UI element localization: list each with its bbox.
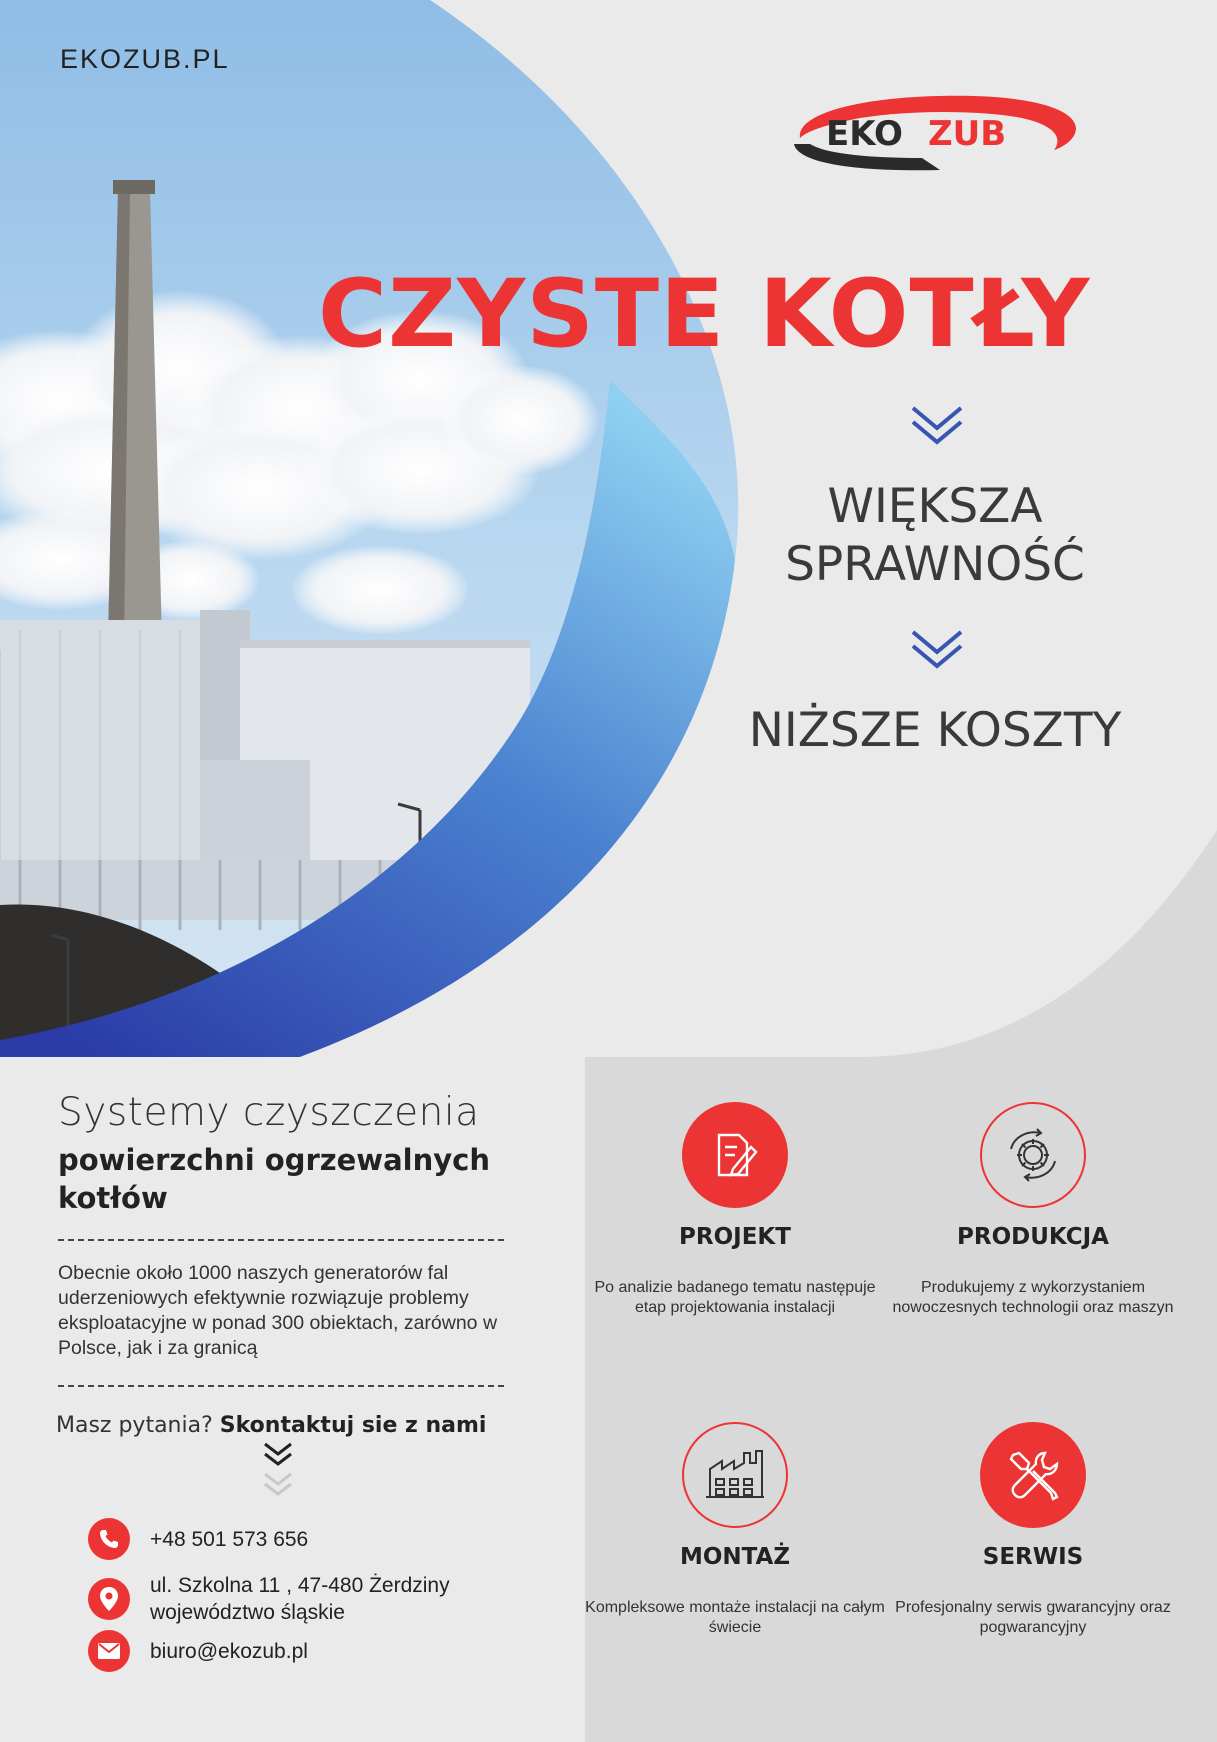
- contact-cta[interactable]: Skontaktuj sie z nami: [219, 1413, 487, 1438]
- service-serwis: [883, 1422, 1183, 1638]
- factory-icon: [682, 1422, 788, 1528]
- address-block: [150, 1572, 450, 1626]
- intro-description: Obecnie około 1000 naszych generatorów fal uderzeniowych efektywnie rozwiązuje problemy eksploatacyjne w ponad 300 obiektach, zarówno w Polsce, jak i za granicą: [58, 1262, 498, 1359]
- tagline-costs: NIŻSZE KOSZTY: [748, 703, 1122, 758]
- intro-title-light: Systemy czyszczenia: [58, 1090, 480, 1135]
- service-text: Produkujemy z wykorzystaniem nowoczesnych technologii oraz maszyn: [892, 1279, 1174, 1316]
- phone-number: +48 501 573 656: [150, 1527, 309, 1551]
- service-projekt: [585, 1102, 885, 1318]
- services-panel: [585, 1057, 1217, 1742]
- service-text: Profesjonalny serwis gwarancyjny oraz pogwarancyjny: [895, 1599, 1171, 1636]
- phone-icon: [88, 1518, 130, 1560]
- dashed-divider: [58, 1385, 504, 1387]
- contact-prompt: [56, 1413, 508, 1438]
- contact-email[interactable]: [88, 1630, 308, 1672]
- dashed-divider: [58, 1239, 504, 1241]
- document-pen-icon: [682, 1102, 788, 1208]
- service-title: MONTAŻ: [679, 1544, 791, 1570]
- service-produkcja: [883, 1102, 1183, 1318]
- logo-zub-text: ZUB: [928, 114, 1007, 154]
- question-text: Masz pytania?: [56, 1413, 213, 1438]
- envelope-icon: [88, 1630, 130, 1672]
- site-url[interactable]: EKOZUB.PL: [60, 44, 230, 74]
- double-chevron-down-icon: [262, 1440, 294, 1502]
- chevron-down-icon: [910, 626, 964, 672]
- address-line2: województwo śląskie: [150, 1601, 345, 1624]
- chevron-down-icon: [910, 402, 964, 448]
- power-plant-photo: [0, 0, 760, 1057]
- location-pin-icon: [88, 1578, 130, 1620]
- service-title: PROJEKT: [679, 1224, 791, 1250]
- headline: CZYSTE KOTŁY: [318, 260, 1091, 369]
- ekozub-logo: [790, 92, 1080, 172]
- contact-address: [88, 1572, 450, 1626]
- intro-title-bold: powierzchni ogrzewalnych kotłów: [58, 1143, 490, 1215]
- contact-phone[interactable]: [88, 1518, 308, 1560]
- tagline-efficiency-text: WIĘKSZA SPRAWNOŚĆ: [785, 479, 1085, 592]
- email-address: biuro@ekozub.pl: [150, 1639, 308, 1663]
- service-montaz: [585, 1422, 885, 1638]
- intro-section: [58, 1090, 508, 1438]
- service-text: Kompleksowe montaże instalacji na całym świecie: [585, 1599, 885, 1636]
- gear-cycle-icon: [980, 1102, 1086, 1208]
- address-line1: ul. Szkolna 11 , 47-480 Żerdziny: [150, 1574, 450, 1597]
- service-text: Po analizie badanego tematu następuje etap projektowania instalacji: [594, 1279, 876, 1316]
- tagline-efficiency: [655, 478, 1215, 594]
- wrench-screwdriver-icon: [980, 1422, 1086, 1528]
- logo-eko-text: EKO: [826, 114, 903, 154]
- service-title: PRODUKCJA: [957, 1224, 1109, 1250]
- service-title: SERWIS: [982, 1544, 1084, 1570]
